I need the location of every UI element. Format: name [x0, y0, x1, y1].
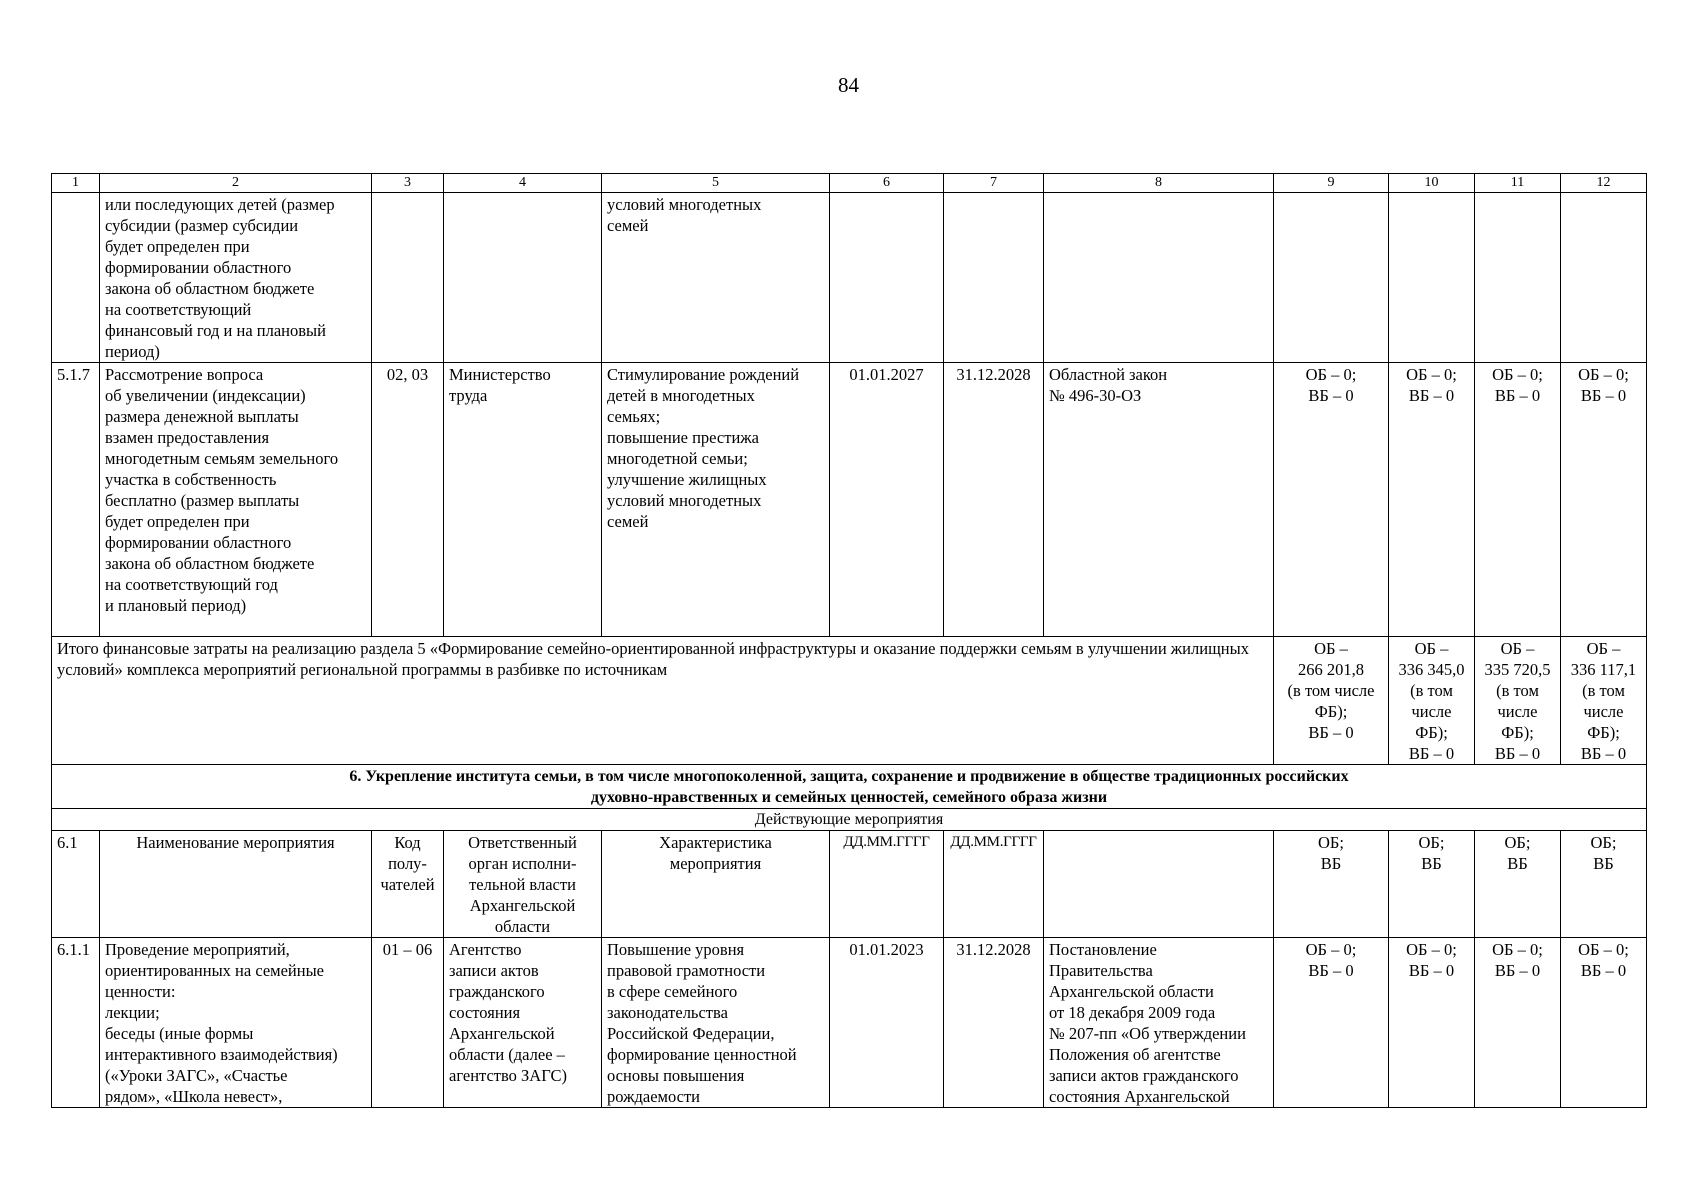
col-header: 11 [1475, 174, 1561, 193]
col-header: 9 [1274, 174, 1389, 193]
cell-number: 6.1 [52, 831, 100, 938]
cell-total-year-9: ОБ – 266 201,8 (в том числе ФБ); ВБ – 0 [1274, 637, 1389, 765]
cell-year-11 [1475, 193, 1561, 363]
cell-measure-name: или последующих детей (размер субсидии (размер субсидии будет определен при формировании областного закона об областном бюджете на соответствующий финансовый год и на плановый период) [100, 193, 372, 363]
column-number-header [52, 174, 1647, 193]
cell-authority [444, 193, 602, 363]
cell-legal-basis [1044, 193, 1274, 363]
cell-year-9: ОБ; ВБ [1274, 831, 1389, 938]
cell-total-year-11: ОБ – 335 720,5 (в том числе ФБ); ВБ – 0 [1475, 637, 1561, 765]
col-header: 1 [52, 174, 100, 193]
cell-year-10: ОБ; ВБ [1389, 831, 1475, 938]
cell-year-11: ОБ; ВБ [1475, 831, 1561, 938]
cell-number: 5.1.7 [52, 363, 100, 637]
cell-start-date: 01.01.2027 [830, 363, 944, 637]
cell-measure-name: Наименование мероприятия [100, 831, 372, 938]
col-header: 10 [1389, 174, 1475, 193]
cell-legal-basis: Постановление Правительства Архангельской области от 18 декабря 2009 года № 207-пп «Об утверждении Положения об агентстве записи актов гражданского состояния Архангельской [1044, 938, 1274, 1108]
col-header: 7 [944, 174, 1044, 193]
col-header: 2 [100, 174, 372, 193]
cell-description: Повышение уровня правовой грамотности в сфере семейного законодательства Российской Федерации, формирование ценностной основы повышения рождаемости [602, 938, 830, 1108]
cell-start-date [830, 193, 944, 363]
cell-description: условий многодетных семей [602, 193, 830, 363]
cell-year-11: ОБ – 0; ВБ – 0 [1475, 363, 1561, 637]
cell-number: 6.1.1 [52, 938, 100, 1108]
col-header: 3 [372, 174, 444, 193]
col-header: 4 [444, 174, 602, 193]
cell-year-12: ОБ – 0; ВБ – 0 [1561, 363, 1647, 637]
cell-authority: Ответственный орган исполни- тельной власти Архангельской области [444, 831, 602, 938]
page-number: 84 [838, 73, 859, 97]
cell-year-12: ОБ; ВБ [1561, 831, 1647, 938]
program-measures-table [51, 173, 1647, 1108]
col-header: 6 [830, 174, 944, 193]
col-header: 8 [1044, 174, 1274, 193]
cell-year-12 [1561, 193, 1647, 363]
cell-end-date: 31.12.2028 [944, 938, 1044, 1108]
cell-year-9: ОБ – 0; ВБ – 0 [1274, 363, 1389, 637]
section-6-subheading-row [52, 809, 1647, 831]
cell-start-date: 01.01.2023 [830, 938, 944, 1108]
table-row-6-1-1 [52, 938, 1647, 1108]
col-header: 12 [1561, 174, 1647, 193]
cell-codes: 02, 03 [372, 363, 444, 637]
cell-description: Стимулирование рождений детей в многодетных семьях; повышение престижа многодетной семьи; улучшение жилищных условий многодетных семей [602, 363, 830, 637]
table-row-section5-total [52, 637, 1647, 765]
cell-authority: Министерство труда [444, 363, 602, 637]
table-row-6-1 [52, 831, 1647, 938]
section-6-title: 6. Укрепление института семьи, в том числе многопоколенной, защита, сохранение и продвижение в обществе традиционных российских духовно-нравственных и семейных ценностей, семейного образа жизни [52, 765, 1647, 809]
cell-total-label: Итого финансовые затраты на реализацию раздела 5 «Формирование семейно-ориентированной инфраструктуры и оказание поддержки семьям в улучшении жилищных условий» комплекса мероприятий региональной программы в разбивке по источникам [52, 637, 1274, 765]
cell-legal-basis: Областной закон № 496-30-ОЗ [1044, 363, 1274, 637]
cell-legal-basis [1044, 831, 1274, 938]
cell-end-date [944, 193, 1044, 363]
cell-codes: 01 – 06 [372, 938, 444, 1108]
cell-year-10 [1389, 193, 1475, 363]
cell-start-date: ДД.ММ.ГГГГ [830, 831, 944, 938]
cell-end-date: 31.12.2028 [944, 363, 1044, 637]
cell-year-9 [1274, 193, 1389, 363]
cell-measure-name: Проведение мероприятий, ориентированных на семейные ценности: лекции; беседы (иные формы интерактивного взаимодействия) («Уроки ЗАГС», «Счастье рядом», «Школа невест», [100, 938, 372, 1108]
table-row-5-1-7 [52, 363, 1647, 637]
cell-year-12: ОБ – 0; ВБ – 0 [1561, 938, 1647, 1108]
cell-year-9: ОБ – 0; ВБ – 0 [1274, 938, 1389, 1108]
cell-description: Характеристика мероприятия [602, 831, 830, 938]
section-6-heading-row [52, 765, 1647, 809]
cell-measure-name: Рассмотрение вопроса об увеличении (индексации) размера денежной выплаты взамен предоставления многодетным семьям земельного участка в собственность бесплатно (размер выплаты будет определен при формировании областного закона об областном бюджете на соответствующий год и плановый период) [100, 363, 372, 637]
cell-year-11: ОБ – 0; ВБ – 0 [1475, 938, 1561, 1108]
cell-end-date: ДД.ММ.ГГГГ [944, 831, 1044, 938]
cell-total-year-10: ОБ – 336 345,0 (в том числе ФБ); ВБ – 0 [1389, 637, 1475, 765]
cell-total-year-12: ОБ – 336 117,1 (в том числе ФБ); ВБ – 0 [1561, 637, 1647, 765]
cell-codes: Код полу- чателей [372, 831, 444, 938]
cell-authority: Агентство записи актов гражданского состояния Архангельской области (далее – агентство ЗАГС) [444, 938, 602, 1108]
section-6-subtitle: Действующие мероприятия [52, 809, 1647, 831]
cell-codes [372, 193, 444, 363]
cell-year-10: ОБ – 0; ВБ – 0 [1389, 363, 1475, 637]
cell-number [52, 193, 100, 363]
col-header: 5 [602, 174, 830, 193]
cell-year-10: ОБ – 0; ВБ – 0 [1389, 938, 1475, 1108]
table-row-continuation [52, 193, 1647, 363]
